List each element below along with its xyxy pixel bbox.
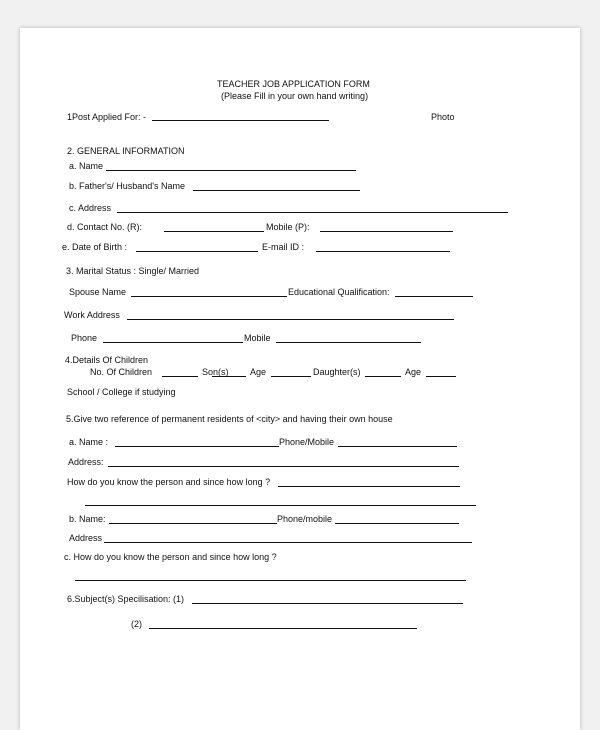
name-line[interactable]: [106, 170, 356, 171]
ref-a-phone-line[interactable]: [338, 446, 457, 447]
address-label: c. Address: [69, 203, 112, 213]
form-page: [20, 28, 580, 730]
phone-label: Phone: [71, 333, 98, 343]
spouse-name-label: Spouse Name: [69, 287, 127, 297]
ref-b-phone-label: Phone/mobile: [277, 514, 333, 524]
form-title: TEACHER JOB APPLICATION FORM: [217, 79, 370, 89]
spouse-name-line[interactable]: [131, 296, 287, 297]
ref-a-howlong-line[interactable]: [278, 486, 460, 487]
sons-line[interactable]: [212, 376, 246, 377]
ref-a-name-label: a. Name :: [69, 437, 109, 447]
ref-c-howlong-label: c. How do you know the person and since how long ?: [64, 552, 277, 562]
work-address-label: Work Address: [64, 310, 120, 320]
ref-b-name-label: b. Name:: [69, 514, 106, 524]
children-heading: 4.Details Of Children: [65, 355, 149, 365]
ref-a-address-line[interactable]: [108, 466, 459, 467]
ref-b-phone-line[interactable]: [335, 523, 459, 524]
email-line[interactable]: [316, 251, 450, 252]
references-heading: 5.Give two reference of permanent residents of <city> and having their own house: [66, 414, 393, 424]
school-label: School / College if studying: [67, 387, 176, 397]
daughters-label: Daughter(s): [313, 367, 361, 377]
ref-a-phone-label: Phone/Mobile: [279, 437, 335, 447]
email-label: E-mail ID :: [262, 242, 305, 252]
subject2-line[interactable]: [149, 628, 417, 629]
no-of-children-line[interactable]: [162, 376, 198, 377]
subjects-heading: 6.Subject(s) Specilisation: (1): [67, 594, 185, 604]
work-address-line[interactable]: [127, 319, 454, 320]
dob-label: e. Date of Birth :: [62, 242, 128, 252]
form-subtitle: (Please Fill in your own hand writing): [221, 91, 369, 101]
ref-a-address-label: Address:: [68, 457, 104, 467]
phone-line[interactable]: [103, 342, 243, 343]
post-applied-line[interactable]: [152, 120, 329, 121]
mobile-p-line[interactable]: [320, 231, 453, 232]
age2-label: Age: [405, 367, 422, 377]
ref-b-name-line[interactable]: [109, 523, 277, 524]
ref-a-extra-line[interactable]: [85, 505, 476, 506]
address-line[interactable]: [117, 212, 508, 213]
mobile-label: Mobile: [244, 333, 271, 343]
subject2-label: (2): [131, 619, 142, 629]
edu-qual-label: Educational Qualification:: [288, 287, 390, 297]
general-info-heading: 2. GENERAL INFORMATION: [67, 146, 185, 156]
mobile-p-label: Mobile (P):: [266, 222, 310, 232]
post-applied-label: 1Post Applied For: -: [67, 112, 147, 122]
daughters-line[interactable]: [365, 376, 401, 377]
no-of-children-label: No. Of Children: [90, 367, 153, 377]
ref-b-address-label: Address: [69, 533, 103, 543]
ref-c-howlong-line[interactable]: [75, 580, 466, 581]
marital-heading: 3. Marital Status : Single/ Married: [66, 266, 200, 276]
contact-line[interactable]: [164, 231, 264, 232]
age1-label: Age: [250, 367, 267, 377]
name-label: a. Name: [69, 161, 104, 171]
contact-label: d. Contact No. (R):: [67, 222, 143, 232]
father-husband-line[interactable]: [193, 190, 360, 191]
mobile-line[interactable]: [276, 342, 421, 343]
age2-line[interactable]: [426, 376, 456, 377]
ref-a-howlong-label: How do you know the person and since how long ?: [67, 477, 271, 487]
dob-line[interactable]: [136, 251, 258, 252]
father-husband-label: b. Father's/ Husband's Name: [69, 181, 185, 191]
age1-line[interactable]: [271, 376, 311, 377]
sons-label: Son(s): [202, 367, 229, 377]
ref-b-address-line[interactable]: [104, 542, 472, 543]
ref-a-name-line[interactable]: [115, 446, 279, 447]
edu-qual-line[interactable]: [395, 296, 473, 297]
subject1-line[interactable]: [192, 603, 463, 604]
photo-label: Photo: [431, 112, 455, 122]
